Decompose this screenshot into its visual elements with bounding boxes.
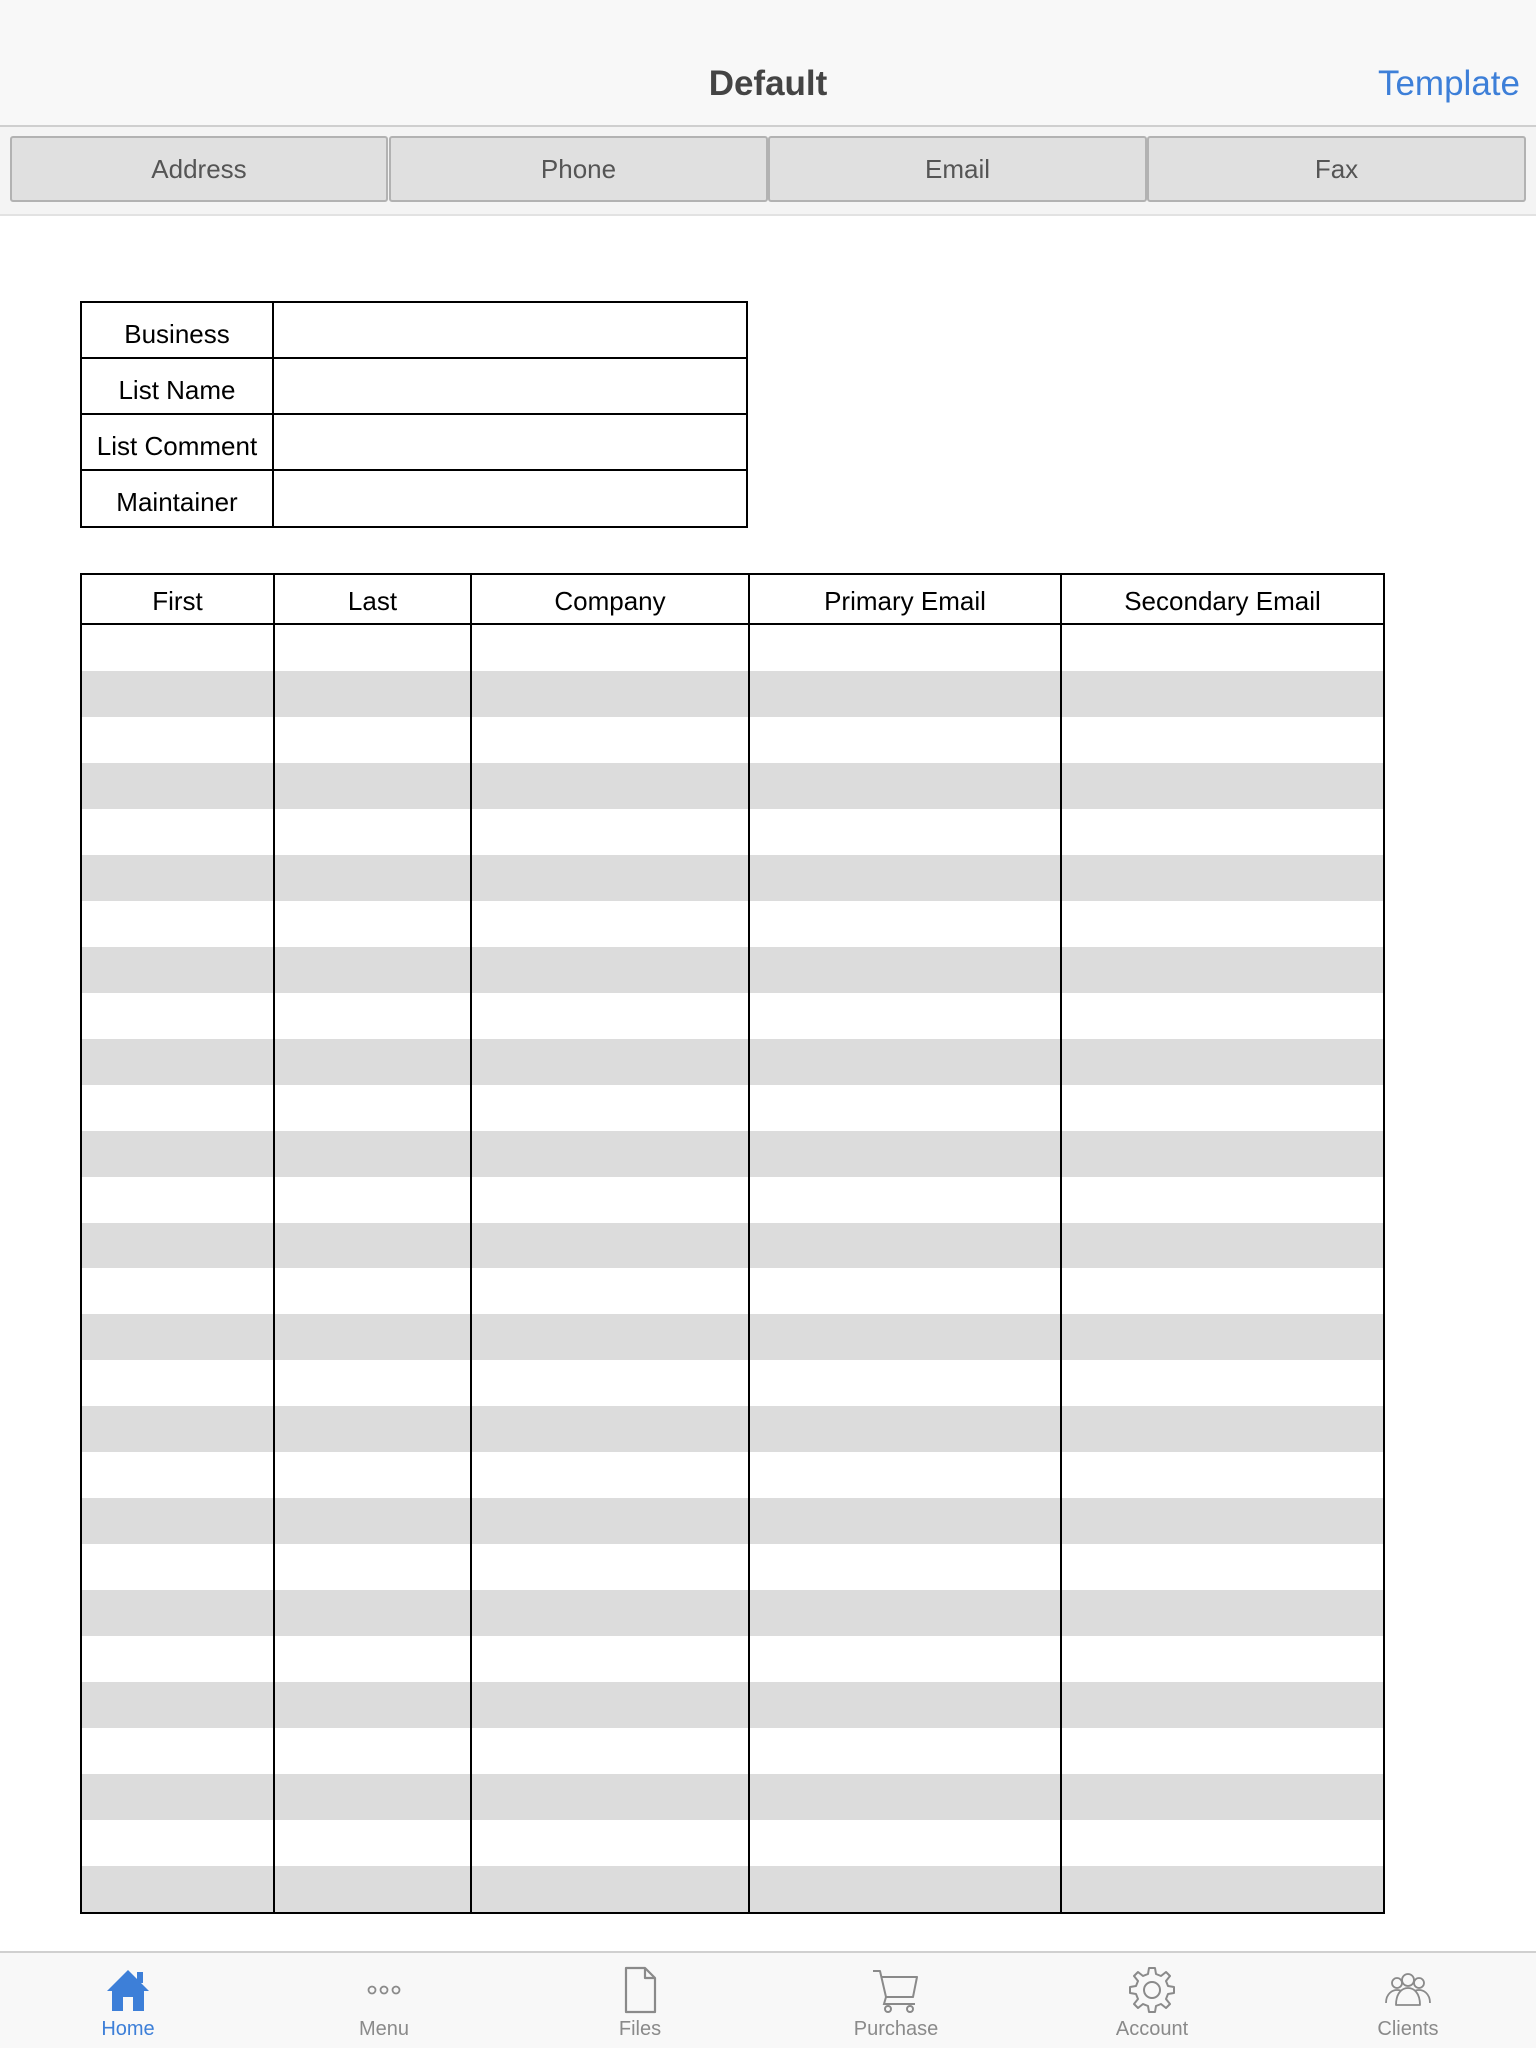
tab-files[interactable] <box>512 1953 768 2048</box>
tab-menu-label: Menu <box>358 2018 410 2040</box>
grid-body <box>82 625 1383 1912</box>
tab-purchase-label: Purchase <box>853 2018 939 2040</box>
form-row-list-comment <box>82 415 746 471</box>
template-button[interactable]: Template <box>1377 64 1520 103</box>
more-dots-icon <box>359 1965 409 2015</box>
table-row[interactable] <box>82 1406 1383 1452</box>
tab-account-label: Account <box>1115 2018 1189 2040</box>
tab-email[interactable]: Email <box>768 136 1147 202</box>
table-row[interactable] <box>82 1314 1383 1360</box>
table-row[interactable] <box>82 1544 1383 1590</box>
table-row[interactable] <box>82 1820 1383 1866</box>
table-row[interactable] <box>82 1498 1383 1544</box>
column-header-first[interactable]: First <box>152 586 203 616</box>
tab-fax[interactable]: Fax <box>1147 136 1526 202</box>
column-header-last[interactable]: Last <box>347 586 398 616</box>
table-row[interactable] <box>82 671 1383 717</box>
tab-clients-label: Clients <box>1377 2018 1439 2040</box>
table-row[interactable] <box>82 809 1383 855</box>
table-row[interactable] <box>82 1085 1383 1131</box>
tab-phone[interactable]: Phone <box>389 136 768 202</box>
tab-address[interactable]: Address <box>10 136 388 202</box>
group-icon <box>1383 1965 1433 2015</box>
navigation-bar <box>0 0 1536 127</box>
form-row-business <box>82 303 746 359</box>
list-name-field[interactable] <box>274 359 746 413</box>
table-row[interactable] <box>82 1452 1383 1498</box>
table-row[interactable] <box>82 947 1383 993</box>
tab-home-label: Home <box>101 2018 155 2040</box>
table-row[interactable] <box>82 1177 1383 1223</box>
table-row[interactable] <box>82 1039 1383 1085</box>
form-row-list-name <box>82 359 746 415</box>
table-row[interactable] <box>82 1682 1383 1728</box>
column-divider <box>273 575 275 1912</box>
list-name-label: List Name <box>82 359 274 413</box>
tab-purchase[interactable] <box>768 1953 1024 2048</box>
form-row-maintainer <box>82 471 746 526</box>
table-row[interactable] <box>82 1590 1383 1636</box>
page-title: Default <box>708 64 828 103</box>
column-divider <box>470 575 472 1912</box>
table-row[interactable] <box>82 993 1383 1039</box>
business-label: Business <box>82 303 274 357</box>
table-row[interactable] <box>82 1728 1383 1774</box>
column-header-secondary-email[interactable]: Secondary Email <box>1124 586 1321 616</box>
table-row[interactable] <box>82 763 1383 809</box>
home-icon <box>103 1965 153 2015</box>
tab-home[interactable] <box>0 1953 256 2048</box>
list-info-table <box>80 301 748 528</box>
tab-menu[interactable] <box>256 1953 512 2048</box>
table-row[interactable] <box>82 717 1383 763</box>
list-comment-label: List Comment <box>82 415 274 469</box>
category-tab-bar <box>0 127 1536 216</box>
tab-files-label: Files <box>618 2018 662 2040</box>
table-row[interactable] <box>82 1636 1383 1682</box>
table-row[interactable] <box>82 1223 1383 1269</box>
maintainer-field[interactable] <box>274 471 746 526</box>
grid-header <box>82 575 1383 625</box>
bottom-tab-bar <box>0 1951 1536 2048</box>
table-row[interactable] <box>82 901 1383 947</box>
table-row[interactable] <box>82 625 1383 671</box>
table-row[interactable] <box>82 1131 1383 1177</box>
table-row[interactable] <box>82 1866 1383 1912</box>
table-row[interactable] <box>82 1360 1383 1406</box>
column-header-company[interactable]: Company <box>554 586 666 616</box>
cart-icon <box>871 1965 921 2015</box>
file-icon <box>615 1965 665 2015</box>
maintainer-label: Maintainer <box>82 471 274 526</box>
column-divider <box>1060 575 1062 1912</box>
list-comment-field[interactable] <box>274 415 746 469</box>
gear-icon <box>1127 1965 1177 2015</box>
contacts-grid <box>80 573 1385 1914</box>
column-header-primary-email[interactable]: Primary Email <box>824 586 986 616</box>
business-field[interactable] <box>274 303 746 357</box>
column-divider <box>748 575 750 1912</box>
tab-account[interactable] <box>1024 1953 1280 2048</box>
tab-clients[interactable] <box>1280 1953 1536 2048</box>
table-row[interactable] <box>82 1774 1383 1820</box>
table-row[interactable] <box>82 1269 1383 1315</box>
table-row[interactable] <box>82 855 1383 901</box>
